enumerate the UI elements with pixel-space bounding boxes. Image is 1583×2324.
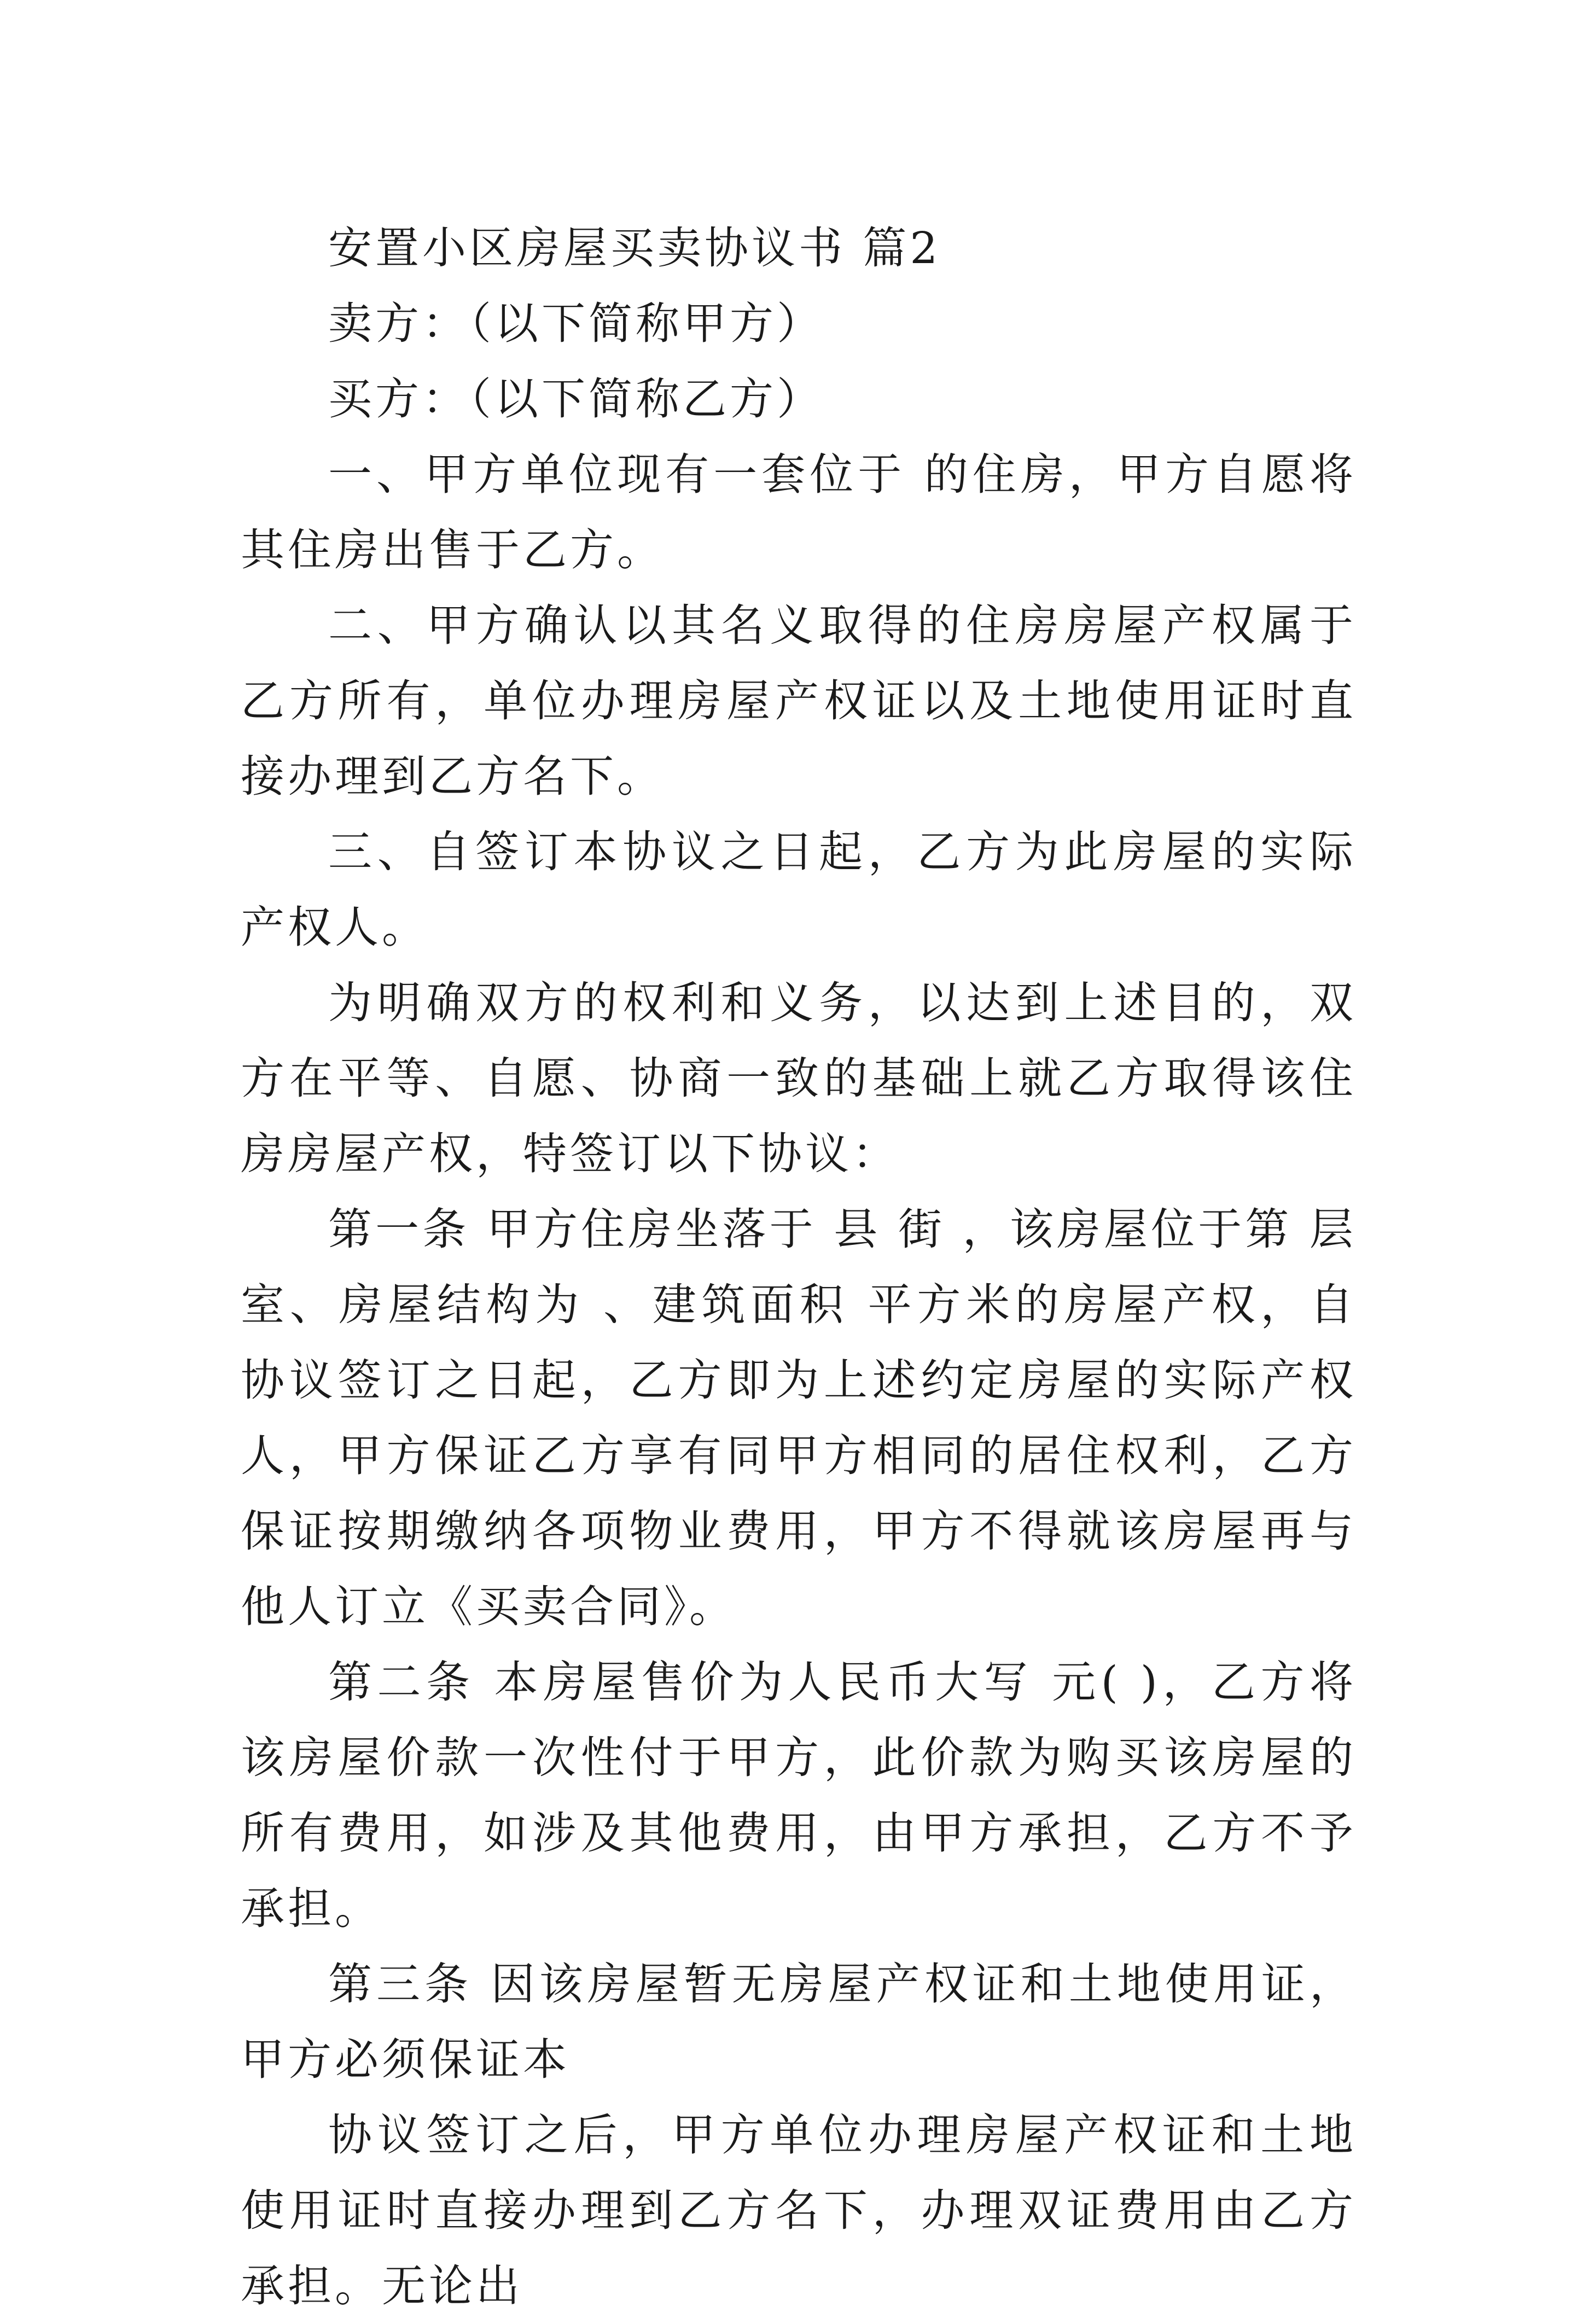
document-title: 安置小区房屋买卖协议书 篇2 <box>328 223 941 273</box>
seller-line: 卖方：（以下简称甲方） <box>328 298 824 349</box>
clause-one: 一、甲方单位现有一套位于 的住房，甲方自愿将其住房出售于乙方。 <box>241 449 1357 575</box>
article-two: 第二条 本房屋售价为人民币大写 元( )，乙方将该房屋价款一次性付于甲方，此价款为购买该房屋的所有费用，如涉及其他费用，由甲方承担，乙方不予承担。 <box>241 1657 1357 1934</box>
clause-two: 二、甲方确认以其名义取得的住房房屋产权属于乙方所有，单位办理房屋产权证以及土地使用证时直接办理到乙方名下。 <box>241 600 1357 802</box>
article-three-continued: 协议签订之后，甲方单位办理房屋产权证和土地使用证时直接办理到乙方名下，办理双证费用由乙方承担。无论出 <box>241 2110 1357 2311</box>
preamble-paragraph: 为明确双方的权利和义务，以达到上述目的，双方在平等、自愿、协商一致的基础上就乙方取得该住房房屋产权，特签订以下协议： <box>241 977 1357 1179</box>
document-body <box>241 211 1357 2324</box>
buyer-line: 买方：（以下简称乙方） <box>328 374 824 424</box>
article-one: 第一条 甲方住房坐落于 县 街 ，该房屋位于第 层 室、房屋结构为 、建筑面积 平方米的房屋产权，自协议签订之日起，乙方即为上述约定房屋的实际产权人，甲方保证乙方享有同甲方相同的居住权利，乙方保证按期缴纳各项物业费用，甲方不得就该房屋再与他人订立《买卖合同》。 <box>241 1204 1357 1632</box>
article-three: 第三条 因该房屋暂无房屋产权证和土地使用证，甲方必须保证本 <box>241 1959 1357 2085</box>
clause-three: 三、自签订本协议之日起，乙方为此房屋的实际产权人。 <box>241 826 1357 953</box>
